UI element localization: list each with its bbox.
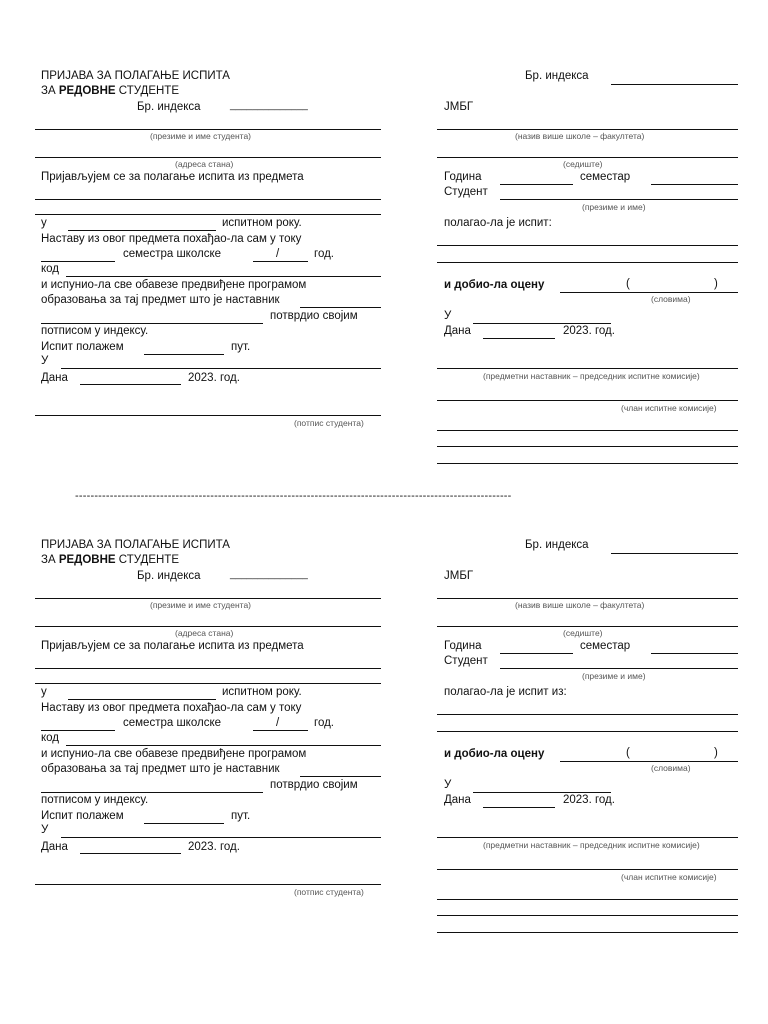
semester-field[interactable] xyxy=(651,653,738,654)
teacher-field-a[interactable] xyxy=(300,776,381,777)
caption-school: (назив више школе – факултета) xyxy=(515,131,645,141)
apply-text: Пријављујем се за полагање испита из предмета xyxy=(41,171,304,183)
date-label-right: Дана xyxy=(444,794,471,806)
teacher-field-a[interactable] xyxy=(300,307,381,308)
passed-exam-field-1[interactable] xyxy=(437,245,738,246)
passed-exam-field-1[interactable] xyxy=(437,714,738,715)
caption-student-name: (презиме и име студента) xyxy=(150,600,252,610)
attempt-field[interactable] xyxy=(144,823,224,824)
form-title-line1: ПРИЈАВА ЗА ПОЛАГАЊЕ ИСПИТА xyxy=(41,70,230,82)
school-year-field-a[interactable] xyxy=(253,730,308,731)
exam-term-field[interactable] xyxy=(68,230,216,231)
index-label-left: Бр. индекса xyxy=(137,570,201,582)
date-label-left: Дана xyxy=(41,841,68,853)
education-text: образовања за тај предмет што је наставник xyxy=(41,763,280,775)
passed-exam-text: полагао-ла је испит из: xyxy=(444,686,567,698)
u-upper-left: У xyxy=(41,824,49,836)
place-field-left[interactable] xyxy=(61,368,381,369)
grade-label: и добио-ла оцену xyxy=(444,748,545,760)
caption-signature: (потпис студента) xyxy=(294,887,364,897)
taking-exam-text: Испит полажем xyxy=(41,341,124,353)
caption-member: (члан испитне комисије) xyxy=(621,872,717,882)
member-field-2[interactable] xyxy=(437,899,738,900)
school-name-field[interactable] xyxy=(437,129,738,130)
student-name-field[interactable] xyxy=(35,129,381,130)
index-field-left[interactable]: ______________ xyxy=(230,569,308,580)
school-year-field-a[interactable] xyxy=(253,261,308,262)
paren-open: ( xyxy=(626,278,630,290)
member-field-3[interactable] xyxy=(437,915,738,916)
member-field-4[interactable] xyxy=(437,463,738,464)
member-signature-field[interactable] xyxy=(437,400,738,401)
u-label: у xyxy=(41,217,47,229)
exam-application-form-1 xyxy=(0,0,768,440)
grade-label: и добио-ла оцену xyxy=(444,279,545,291)
place-field-right[interactable] xyxy=(473,792,611,793)
year-label: Година xyxy=(444,171,482,183)
caption-seat: (седиште) xyxy=(563,159,603,169)
paren-close: ) xyxy=(714,278,718,290)
jmbg-label: ЈМБГ xyxy=(444,570,474,582)
attempt-field[interactable] xyxy=(144,354,224,355)
form-title-line1: ПРИЈАВА ЗА ПОЛАГАЊЕ ИСПИТА xyxy=(41,539,230,551)
kod-field[interactable] xyxy=(66,276,381,277)
address-field[interactable] xyxy=(35,157,381,158)
year-field[interactable] xyxy=(500,653,573,654)
kod-field[interactable] xyxy=(66,745,381,746)
member-signature-field[interactable] xyxy=(437,869,738,870)
teacher-signature-field[interactable] xyxy=(437,368,738,369)
caption-signature: (потпис студента) xyxy=(294,418,364,428)
times-text: пут. xyxy=(231,341,251,353)
cut-line-separator: ----------------------------------------------------------------------------------------------------------------- xyxy=(75,490,512,502)
teacher-signature-field[interactable] xyxy=(437,837,738,838)
apply-text: Пријављујем се за полагање испита из предмета xyxy=(41,640,304,652)
member-field-3[interactable] xyxy=(437,446,738,447)
student-field[interactable] xyxy=(500,199,738,200)
date-label-right: Дана xyxy=(444,325,471,337)
date-field-right[interactable] xyxy=(483,338,555,339)
caption-address: (адреса стана) xyxy=(175,159,234,169)
teacher-field-b[interactable] xyxy=(41,792,263,793)
caption-student-name-right: (презиме и име) xyxy=(582,202,646,212)
caption-student-name: (презиме и име студента) xyxy=(150,131,252,141)
caption-words: (словима) xyxy=(651,763,691,773)
index-field-right[interactable] xyxy=(611,553,738,554)
grade-field[interactable] xyxy=(560,761,738,762)
passed-exam-field-2[interactable] xyxy=(437,262,738,263)
year-label: Година xyxy=(444,640,482,652)
caption-words: (словима) xyxy=(651,294,691,304)
exam-term-field[interactable] xyxy=(68,699,216,700)
caption-teacher: (предметни наставник – председник испитне комисије) xyxy=(483,840,700,850)
student-label: Студент xyxy=(444,186,488,198)
confirmed-text: потврдио својим xyxy=(270,310,358,322)
u-upper-right: У xyxy=(444,779,452,791)
god-text: год. xyxy=(314,248,334,260)
semester-label: семестар xyxy=(580,171,631,183)
student-signature-field[interactable] xyxy=(35,884,381,885)
exam-application-form-2 xyxy=(0,469,768,909)
kod-label: код xyxy=(41,732,60,744)
paren-open: ( xyxy=(626,747,630,759)
seat-field[interactable] xyxy=(437,157,738,158)
school-name-field[interactable] xyxy=(437,598,738,599)
date-field-right[interactable] xyxy=(483,807,555,808)
signature-index-text: потписом у индексу. xyxy=(41,325,149,337)
passed-exam-text: полагао-ла је испит: xyxy=(444,217,552,229)
fulfilled-text: и испунио-ла све обавезе предвиђене програмом xyxy=(41,279,307,291)
year-suffix-right: 2023. год. xyxy=(563,794,615,806)
place-field-right[interactable] xyxy=(473,323,611,324)
caption-student-name-right: (презиме и име) xyxy=(582,671,646,681)
date-field-left[interactable] xyxy=(80,853,181,854)
subject-field[interactable] xyxy=(35,668,381,669)
year-suffix-right: 2023. год. xyxy=(563,325,615,337)
date-label-left: Дана xyxy=(41,372,68,384)
address-field[interactable] xyxy=(35,626,381,627)
attended-text: Наставу из овог предмета похађао-ла сам у току xyxy=(41,702,302,714)
title-suffix: СТУДЕНТЕ xyxy=(118,85,179,97)
exam-term-text: испитном року. xyxy=(222,686,302,698)
semester-school-text: семестра школске xyxy=(123,717,221,729)
u-upper-left: У xyxy=(41,355,49,367)
year-field[interactable] xyxy=(500,184,573,185)
subject-field-2[interactable] xyxy=(35,683,381,684)
semester-school-text: семестра школске xyxy=(123,248,221,260)
confirmed-text: потврдио својим xyxy=(270,779,358,791)
semester-school-field[interactable] xyxy=(41,261,115,262)
semester-label: семестар xyxy=(580,640,631,652)
u-label: у xyxy=(41,686,47,698)
form-title-line2 xyxy=(41,554,179,567)
title-prefix: ЗА xyxy=(41,554,56,566)
year-suffix-left: 2023. год. xyxy=(188,372,240,384)
caption-school: (назив више школе – факултета) xyxy=(515,600,645,610)
slash: / xyxy=(276,717,280,729)
jmbg-label: ЈМБГ xyxy=(444,101,474,113)
year-suffix-left: 2023. год. xyxy=(188,841,240,853)
teacher-field-b[interactable] xyxy=(41,323,263,324)
student-name-field[interactable] xyxy=(35,598,381,599)
member-field-2[interactable] xyxy=(437,430,738,431)
exam-term-text: испитном року. xyxy=(222,217,302,229)
member-field-4[interactable] xyxy=(437,932,738,933)
student-signature-field[interactable] xyxy=(35,415,381,416)
kod-label: код xyxy=(41,263,60,275)
date-field-left[interactable] xyxy=(80,384,181,385)
u-upper-right: У xyxy=(444,310,452,322)
semester-school-field[interactable] xyxy=(41,730,115,731)
semester-field[interactable] xyxy=(651,184,738,185)
title-bold-word: РЕДОВНЕ xyxy=(58,85,116,97)
index-label-right: Бр. индекса xyxy=(525,539,589,551)
caption-address: (адреса стана) xyxy=(175,628,234,638)
paren-close: ) xyxy=(714,747,718,759)
form-title-line2 xyxy=(41,85,179,98)
title-suffix: СТУДЕНТЕ xyxy=(118,554,179,566)
index-label-right: Бр. индекса xyxy=(525,70,589,82)
attended-text: Наставу из овог предмета похађао-ла сам у току xyxy=(41,233,302,245)
seat-field[interactable] xyxy=(437,626,738,627)
signature-index-text: потписом у индексу. xyxy=(41,794,149,806)
education-text: образовања за тај предмет што је наставник xyxy=(41,294,280,306)
index-label-left: Бр. индекса xyxy=(137,101,201,113)
fulfilled-text: и испунио-ла све обавезе предвиђене програмом xyxy=(41,748,307,760)
passed-exam-field-2[interactable] xyxy=(437,731,738,732)
caption-seat: (седиште) xyxy=(563,628,603,638)
times-text: пут. xyxy=(231,810,251,822)
subject-field-2[interactable] xyxy=(35,214,381,215)
student-field[interactable] xyxy=(500,668,738,669)
subject-field[interactable] xyxy=(35,199,381,200)
title-prefix: ЗА xyxy=(41,85,56,97)
index-field-right[interactable] xyxy=(611,84,738,85)
place-field-left[interactable] xyxy=(61,837,381,838)
student-label: Студент xyxy=(444,655,488,667)
grade-field[interactable] xyxy=(560,292,738,293)
taking-exam-text: Испит полажем xyxy=(41,810,124,822)
index-field-left[interactable]: ______________ xyxy=(230,100,308,111)
caption-member: (члан испитне комисије) xyxy=(621,403,717,413)
caption-teacher: (предметни наставник – председник испитне комисије) xyxy=(483,371,700,381)
title-bold-word: РЕДОВНЕ xyxy=(58,554,116,566)
slash: / xyxy=(276,248,280,260)
god-text: год. xyxy=(314,717,334,729)
